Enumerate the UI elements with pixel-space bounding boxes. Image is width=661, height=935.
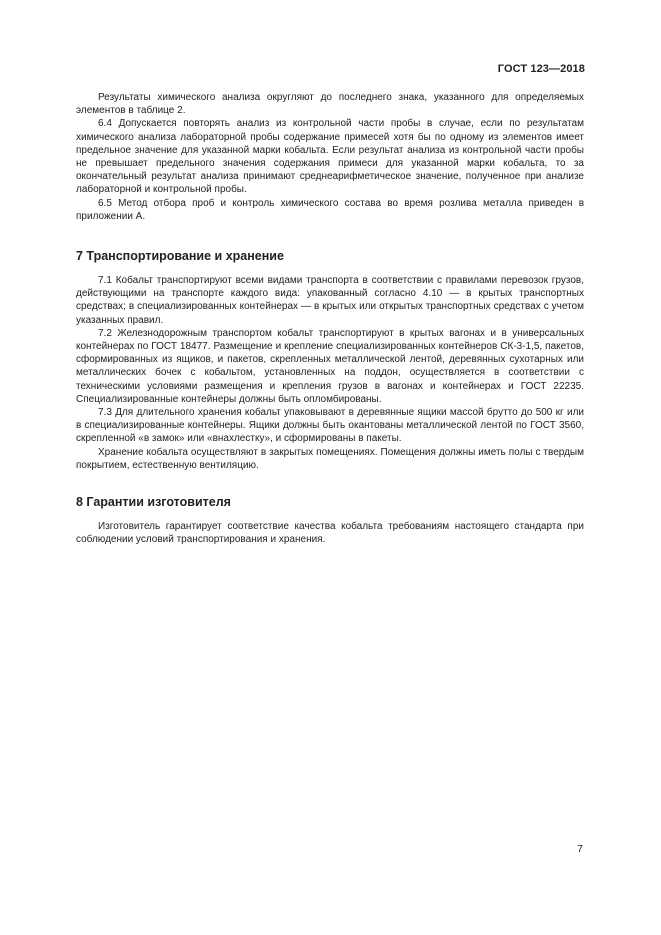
page-number: 7 — [577, 843, 583, 855]
paragraph-storage: Хранение кобальта осуществляют в закрытых помещениях. Помещения должны иметь полы с твердым покрытием, естественную вентиляцию. — [76, 446, 584, 471]
section-8 — [76, 520, 584, 546]
section-8-heading: 8 Гарантии изготовителя — [76, 495, 231, 510]
paragraph-rounding: Результаты химического анализа округляют до последнего знака, указанного для определяемых элементов в таблице 2. — [76, 92, 584, 117]
paragraph-7-2: 7.2 Железнодорожным транспортом кобальт транспортируют в крытых вагонах и в универсальных контейнерах по ГОСТ 18477. Размещение и крепление специализированных контейнеров СК-3-1,5, пакетов, сформированных из ящиков, и пакетов, скрепленных металлической лентой, деревянных сухотарных или металлических бочек с кобальтом, установленных на поддон, осуществляется в соответствии с техническими условиями размещения и крепления грузов в вагонах и контейнерах и ГОСТ 22235. Специализированные контейнеры должны быть опломбированы. — [76, 327, 584, 405]
section-7-heading: 7 Транспортирование и хранение — [76, 249, 284, 264]
paragraph-7-1: 7.1 Кобальт транспортируют всеми видами транспорта в соответствии с правилами перевозок грузов, действующими на транспорте каждого вида: упакованный согласно 4.10 — в крытых транспортных средствах; в специализированных контейнерах — в крытых или открытых транспортных средствах с учетом указанных правил. — [76, 275, 584, 326]
paragraph-7-3: 7.3 Для длительного хранения кобальт упаковывают в деревянные ящики массой брутто до 500 кг или в специализированные контейнеры. Ящики должны быть окантованы металлической лентой по ГОСТ 3560, скрепленной «в замок» или «внахлестку», и сформированы в пакеты. — [76, 407, 584, 445]
section-7 — [76, 274, 584, 472]
section-6-continuation — [76, 91, 584, 223]
document-body — [76, 91, 584, 546]
document-code: ГОСТ 123—2018 — [497, 63, 585, 75]
paragraph-6-5: 6.5 Метод отбора проб и контроль химического состава во время розлива металла приведен в приложении А. — [76, 197, 584, 222]
paragraph-6-4: 6.4 Допускается повторять анализ из контрольной части пробы в случае, если по результатам химического анализа лабораторной пробы содержание примесей хотя бы по одному из элементов имеет предельное значение для указанной марки кобальта. Если результат анализа из контрольной части пробы не превышает предельного значения содержания примеси для указанной марки кобальта, то за окончательный результат анализа принимают среднеарифметическое значение, полученное при анализе лабораторной и контрольной пробы. — [76, 118, 584, 196]
paragraph-guarantee: Изготовитель гарантирует соответствие качества кобальта требованиям настоящего стандарта при соблюдении условий транспортирования и хранения. — [76, 521, 584, 546]
